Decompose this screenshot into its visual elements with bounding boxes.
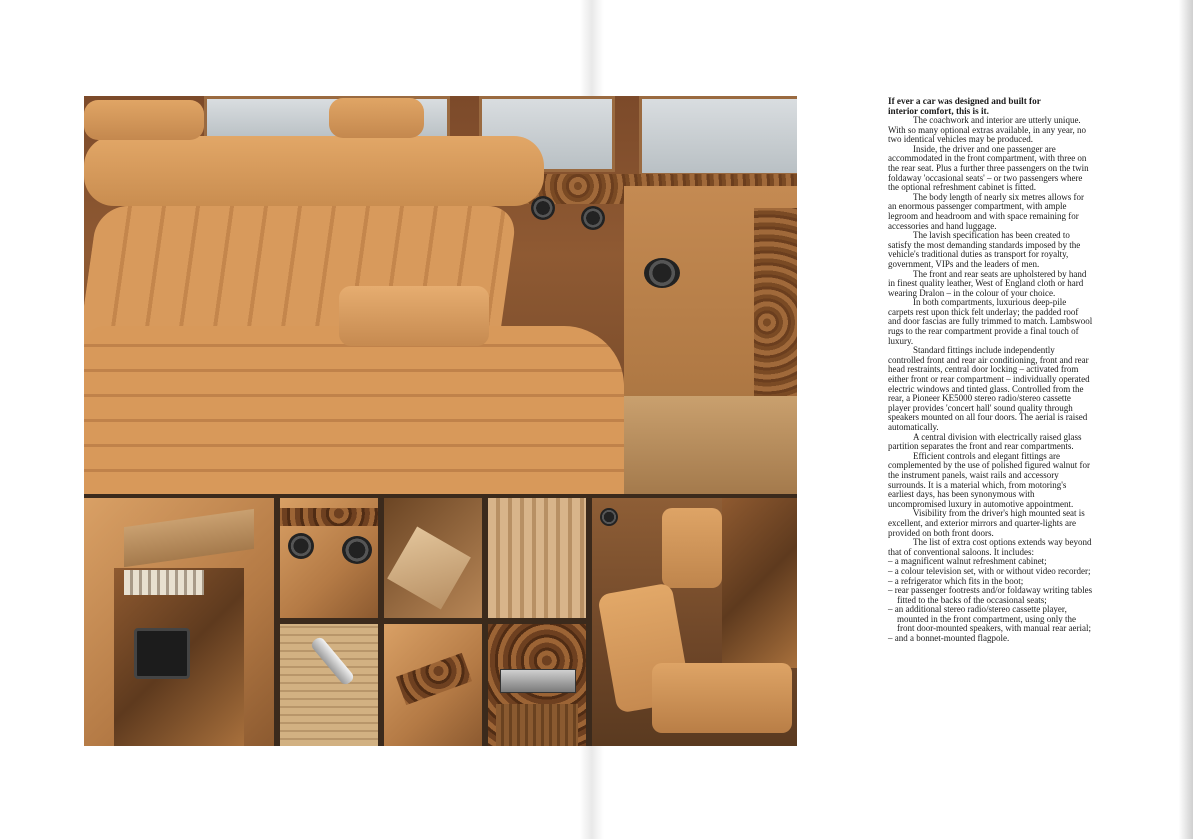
speaker-icon bbox=[342, 536, 372, 564]
photo-collage bbox=[84, 96, 797, 746]
article-text bbox=[888, 96, 1093, 644]
rear-seat-photo bbox=[84, 96, 797, 494]
speaker-icon bbox=[531, 196, 555, 220]
occasional-seats-photo bbox=[592, 498, 797, 746]
ashtray-photo bbox=[280, 624, 378, 746]
headrest-right bbox=[329, 98, 424, 138]
speaker-icon bbox=[581, 206, 605, 230]
list-item: – a magnificent walnut refreshment cabinet; bbox=[888, 556, 1047, 567]
speaker-icon bbox=[288, 533, 314, 559]
seat-cushion bbox=[84, 326, 624, 494]
paragraph: The front and rear seats are upholstered by hand in finest quality leather, West of England cloth or hard wearing Dralon – in the colour of your choice. bbox=[888, 268, 1087, 298]
writing-table-photo bbox=[384, 624, 482, 746]
division-curtain-photo bbox=[488, 498, 586, 618]
paragraph: A central division with electrically raised glass partition separates the front and rear compartments. bbox=[888, 431, 1082, 452]
paragraph: Inside, the driver and one passenger are accommodated in the front compartment, with three on the rear seat. Plus a further three passengers on the twin foldaway 'occasional seats' – or two passengers where the optional refreshment cabinet is fitted. bbox=[888, 143, 1089, 193]
refreshment-cabinet-photo bbox=[84, 498, 274, 746]
list-item: – a colour television set, with or without video recorder; bbox=[888, 565, 1091, 576]
paragraph: Visibility from the driver's high mounted seat is excellent, and exterior mirrors and quarter-lights are provided on both front doors. bbox=[888, 508, 1085, 538]
television-icon bbox=[134, 628, 190, 679]
paragraph: Standard fittings include independently controlled front and rear air conditioning, front and rear head restraints, central door locking – activated from either front or rear compartment – individually operated electric windows and tinted glass. Controlled from the rear, a Pioneer KE5000 stereo radio/stereo cassette player provides 'concert hall' sound quality through speakers mounted on all four doors. The aerial is raised automatically. bbox=[888, 345, 1090, 432]
side-window-front bbox=[639, 96, 797, 176]
centre-armrest bbox=[339, 286, 489, 346]
speaker-icon bbox=[644, 258, 680, 288]
paragraph: Efficient controls and elegant fittings are complemented by the use of polished figured walnut for the instrument panels, waist rails and accessory surrounds. It is a material which, from motoring's earliest days, has been synonymous with uncompromised luxury in automotive appointment. bbox=[888, 450, 1090, 509]
list-item: – an additional stereo radio/stereo cassette player, mounted in the front compartment, using only the front door-mounted speakers, with manual rear aerial; bbox=[888, 604, 1091, 634]
headrest-left bbox=[84, 100, 204, 140]
paragraph: The coachwork and interior are utterly unique. With so many optional extras available, in any year, no two identical vehicles may be produced. bbox=[888, 115, 1086, 145]
seat-top-roll bbox=[84, 136, 544, 206]
article-heading: If ever a car was designed and built for interior comfort, this is it. bbox=[888, 96, 1041, 116]
paragraph: The list of extra cost options extends way beyond that of conventional saloons. It includes: bbox=[888, 537, 1092, 557]
list-item: – rear passenger footrests and/or foldaway writing tables fitted to the backs of the occasional seats; bbox=[888, 585, 1093, 605]
paragraph: The lavish specification has been created to satisfy the most demanding standards imposed by the vehicle's traditional duties as transport for royalty, government, VIPs and the leaders of men. bbox=[888, 230, 1081, 269]
paragraph: The body length of nearly six metres allows for an enormous passenger compartment, with ample legroom and headroom and with space remaining for accessories and hand luggage. bbox=[888, 191, 1084, 231]
paragraph: In both compartments, luxurious deep-pile carpets rest upon thick felt underlay; the padded roof and door fascias are fully trimmed to match. Lambswool rugs to the rear compartment provide a final touch of luxury. bbox=[888, 297, 1093, 346]
list-item: – a refrigerator which fits in the boot; bbox=[888, 575, 1024, 586]
options-list bbox=[888, 557, 1093, 643]
footrest-photo bbox=[384, 498, 482, 618]
speaker-icon bbox=[600, 508, 618, 526]
stereo-cassette-photo bbox=[488, 624, 586, 746]
list-item: – and a bonnet-mounted flagpole. bbox=[888, 633, 1010, 644]
cassette-player-icon bbox=[500, 669, 576, 693]
door-speakers-photo bbox=[280, 498, 378, 618]
glassware bbox=[124, 570, 204, 595]
